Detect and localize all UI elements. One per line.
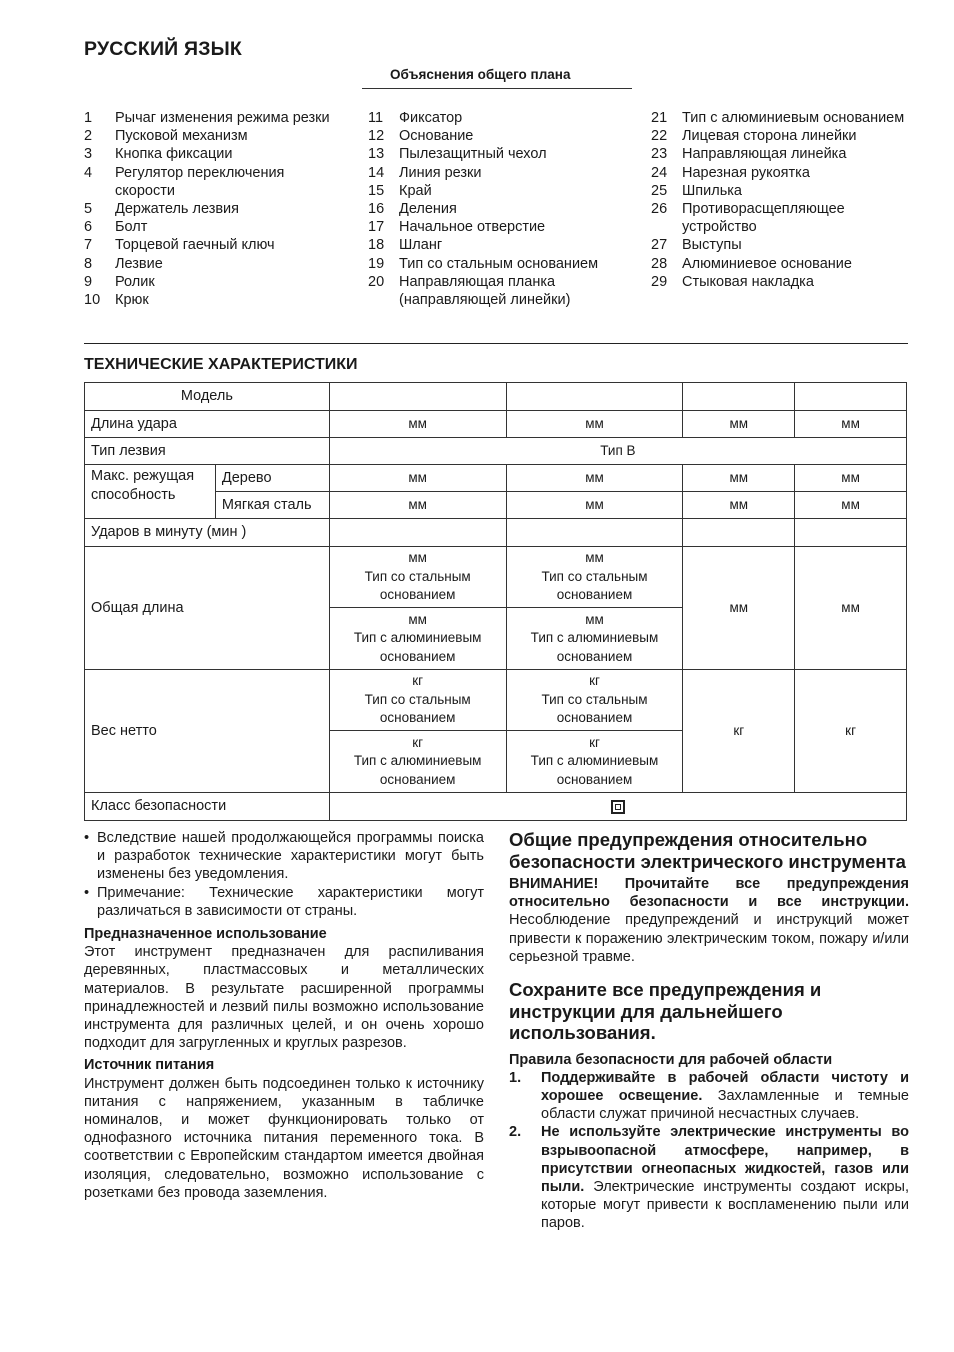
- table-cell: [329, 383, 506, 411]
- base-type-text: Тип со стальным основанием: [541, 568, 648, 603]
- wood-label: Дерево: [215, 465, 329, 492]
- legend-item: [84, 236, 346, 254]
- note-text: Примечание: Технические характеристики могут различаться в зависимости от страны.: [97, 884, 484, 919]
- warning-text: Несоблюдение предупреждений и инструкций может привести к поражению электрическим током, пожару и/или серьезной травме.: [509, 912, 909, 965]
- legend-number: 7: [84, 237, 93, 254]
- legend-item: [651, 127, 908, 145]
- legend-number: 20: [368, 273, 385, 290]
- legend-item: [651, 200, 908, 236]
- legend-item: [368, 255, 630, 273]
- legend-number: 9: [84, 273, 93, 290]
- legend-column-1: [84, 109, 346, 309]
- legend-number: 24: [651, 164, 668, 181]
- item-number: 1.: [509, 1069, 522, 1086]
- legend-number: 1: [84, 110, 93, 126]
- legend-number: 4: [84, 164, 93, 181]
- legend-number: 21: [651, 110, 668, 126]
- overall-length-label: Общая длина: [85, 547, 330, 670]
- warning-bold-text: ВНИМАНИЕ! Прочитайте все предупреждения относительно безопасности и все инструкции.: [509, 876, 909, 911]
- legend-number: 6: [84, 219, 93, 236]
- legend-label: Нарезная рукоятка: [682, 164, 810, 181]
- blade-type-label: Тип лезвия: [85, 438, 330, 465]
- page-title: РУССКИЙ ЯЗЫК: [84, 38, 243, 60]
- legend-label: Противорасщепляющее устройство: [682, 201, 845, 236]
- legend-number: 3: [84, 146, 93, 163]
- table-row: [85, 465, 907, 492]
- table-cell: [683, 383, 795, 411]
- table-row: [85, 547, 907, 608]
- table-cell: [795, 519, 907, 547]
- specs-table: [84, 382, 907, 821]
- legend-number: 28: [651, 255, 668, 272]
- legend-item: [84, 109, 346, 127]
- legend-item: [84, 127, 346, 145]
- legend-item: [368, 182, 630, 200]
- legend-item: [651, 109, 908, 127]
- legend-item: [84, 145, 346, 163]
- base-type-text: Тип со стальным основанием: [541, 691, 648, 726]
- legend-label: Фиксатор: [399, 110, 463, 126]
- legend-label: Пылезащитный чехол: [399, 146, 547, 163]
- notes-column: [84, 829, 484, 1202]
- net-weight-label: Вес нетто: [85, 670, 330, 793]
- unit-text: кг: [589, 734, 600, 750]
- item-text: [541, 1123, 909, 1232]
- legend-item: [368, 109, 630, 127]
- table-row: [85, 793, 907, 821]
- max-cut-label: Макс. режущая способность: [85, 465, 216, 519]
- legend-number: 13: [368, 146, 385, 163]
- steel-base-cell: [506, 547, 683, 608]
- legend-number: 19: [368, 255, 385, 272]
- unit-cell: мм: [683, 465, 795, 492]
- unit-text: кг: [412, 734, 424, 750]
- legend-item: [651, 164, 908, 182]
- legend-column-3: [651, 109, 908, 291]
- legend-label: Линия резки: [399, 164, 482, 181]
- legend-label: Выступы: [682, 237, 742, 254]
- legend-item: [368, 273, 630, 309]
- subtitle-underline: [362, 66, 632, 89]
- legend-label: Рычаг изменения режима резки: [115, 110, 330, 126]
- legend-label: Шланг: [399, 237, 443, 254]
- legend-number: 5: [84, 201, 93, 218]
- work-area-heading: Правила безопасности для рабочей области: [509, 1051, 833, 1068]
- legend-label: Лицевая сторона линейки: [682, 128, 857, 145]
- table-cell: [683, 519, 795, 547]
- legend-label: Тип с алюминиевым основанием: [682, 110, 905, 126]
- base-type-text: Тип с алюминиевым основанием: [353, 630, 482, 664]
- legend-number: 27: [651, 237, 668, 254]
- legend-label: Ролик: [115, 273, 155, 290]
- unit-cell: мм: [683, 547, 795, 670]
- legend-item: [84, 218, 346, 236]
- unit-text: мм: [408, 550, 427, 566]
- item-number: 2.: [509, 1124, 522, 1141]
- unit-cell: мм: [795, 411, 907, 438]
- steel-base-cell: [506, 670, 683, 731]
- item-text: [541, 1069, 909, 1124]
- legend-item: [84, 200, 346, 218]
- stroke-label: Длина удара: [85, 411, 330, 438]
- item-rest-text: Электрические инструменты создают искры, которые могут привести к воспламенению пыли или паров.: [541, 1178, 910, 1232]
- legend-item: [368, 200, 630, 218]
- legend-label: Стыковая накладка: [682, 273, 814, 290]
- legend-label: Тип со стальным основанием: [399, 255, 599, 272]
- unit-cell: мм: [329, 492, 506, 519]
- legend-number: 14: [368, 164, 385, 181]
- specs-heading: ТЕХНИЧЕСКИЕ ХАРАКТЕРИСТИКИ: [84, 356, 358, 373]
- unit-cell: мм: [329, 411, 506, 438]
- mild-steel-label: Мягкая сталь: [215, 492, 329, 519]
- item-bold-text: Не используйте электрические инструменты во взрывоопасной атмосфере, например, в присутствии огнеопасных жидкостей, газов или пыли.: [541, 1124, 909, 1195]
- page-subtitle: Объяснения общего плана: [390, 67, 571, 82]
- power-supply-text: Инструмент должен быть подсоединен только к источнику питания с напряжением, указанным в табличке номиналов, и может функционировать только от однофазного источника питания переменного тока. В соответствии с Европейским стандартом имеется двойная изоляция, следовательно, возможно использование с розетками без провода заземления.: [84, 1075, 484, 1201]
- item-bold-text: Поддерживайте в рабочей области чистоту и хорошее освещение.: [541, 1069, 909, 1104]
- table-cell: [795, 383, 907, 411]
- legend-number: 18: [368, 237, 385, 254]
- legend-label: Шпилька: [682, 182, 742, 199]
- legend-label: Кнопка фиксации: [115, 146, 233, 163]
- unit-cell: мм: [795, 465, 907, 492]
- legend-number: 16: [368, 201, 385, 218]
- unit-cell: мм: [506, 492, 683, 519]
- unit-text: мм: [408, 611, 427, 627]
- legend-number: 2: [84, 128, 93, 145]
- model-label: Модель: [85, 383, 330, 411]
- strokes-per-minute-label: Ударов в минуту (мин ): [85, 519, 330, 547]
- legend-number: 29: [651, 273, 668, 290]
- unit-cell: кг: [795, 670, 907, 793]
- legend-label: Лезвие: [115, 255, 163, 272]
- unit-cell: мм: [795, 547, 907, 670]
- unit-cell: мм: [329, 465, 506, 492]
- save-instructions-heading: Сохраните все предупреждения и инструкции для дальнейшего использования.: [509, 979, 822, 1044]
- legend-number: 17: [368, 219, 385, 236]
- table-row: [85, 519, 907, 547]
- unit-cell: кг: [683, 670, 795, 793]
- legend-label: Начальное отверстие: [399, 219, 546, 236]
- legend-item: [368, 145, 630, 163]
- legend-item: [84, 164, 346, 200]
- table-cell: [506, 519, 683, 547]
- legend-label: Болт: [115, 219, 148, 236]
- legend-label: Направляющая планка (направляющей линейки): [399, 273, 571, 309]
- steel-base-cell: [329, 670, 506, 731]
- legend-item: [651, 255, 908, 273]
- base-type-text: Тип со стальным основанием: [364, 691, 471, 726]
- list-item: [84, 829, 484, 884]
- intended-use-heading: Предназначенное использование: [84, 926, 327, 943]
- legend-label: Пусковой механизм: [115, 128, 248, 145]
- safety-column: [509, 829, 909, 1233]
- unit-text: кг: [412, 673, 424, 689]
- table-row: [85, 438, 907, 465]
- legend-item: [84, 291, 346, 309]
- legend-item: [651, 273, 908, 291]
- section-divider: [84, 343, 908, 344]
- unit-text: мм: [585, 550, 604, 566]
- alu-base-cell: [329, 731, 506, 793]
- legend-label: Край: [399, 182, 432, 199]
- double-insulation-icon: [611, 800, 625, 814]
- legend-label: Основание: [399, 128, 474, 145]
- unit-cell: мм: [683, 492, 795, 519]
- alu-base-cell: [329, 608, 506, 670]
- unit-cell: мм: [683, 411, 795, 438]
- legend-item: [368, 127, 630, 145]
- legend-item: [368, 236, 630, 254]
- bullet-icon: •: [84, 830, 90, 846]
- blade-type-value: Тип B: [329, 438, 906, 465]
- alu-base-cell: [506, 608, 683, 670]
- unit-cell: мм: [795, 492, 907, 519]
- legend-label: Крюк: [115, 292, 149, 309]
- legend-item: [651, 145, 908, 163]
- unit-text: кг: [589, 673, 600, 689]
- safety-class-value: [329, 793, 906, 821]
- table-cell: [506, 383, 683, 411]
- safety-class-label: Класс безопасности: [85, 793, 330, 821]
- legend-label: Держатель лезвия: [115, 201, 240, 218]
- list-item: [509, 1123, 909, 1232]
- base-type-text: Тип со стальным основанием: [364, 568, 471, 603]
- bullet-icon: •: [84, 884, 90, 901]
- table-row: [85, 670, 907, 731]
- base-type-text: Тип с алюминиевым основанием: [353, 753, 482, 787]
- legend-number: 10: [84, 292, 101, 309]
- legend-item: [368, 164, 630, 182]
- legend-item: [651, 236, 908, 254]
- legend-label: Регулятор переключения скорости: [115, 164, 285, 199]
- table-row: [85, 411, 907, 438]
- alu-base-cell: [506, 731, 683, 793]
- legend-column-2: [368, 109, 630, 309]
- unit-cell: мм: [506, 411, 683, 438]
- legend-item: [84, 273, 346, 291]
- legend-item: [368, 218, 630, 236]
- legend-label: Алюминиевое основание: [682, 255, 852, 272]
- legend-number: 26: [651, 201, 668, 218]
- list-item: [509, 1069, 909, 1124]
- legend-number: 25: [651, 182, 668, 199]
- base-type-text: Тип с алюминиевым основанием: [530, 630, 659, 664]
- list-item: [84, 884, 484, 920]
- legend-number: 12: [368, 128, 385, 145]
- legend-item: [651, 182, 908, 200]
- legend-label: Деления: [399, 201, 457, 218]
- unit-cell: мм: [506, 465, 683, 492]
- general-safety-heading: Общие предупреждения относительно безопасности электрического инструмента: [509, 829, 906, 872]
- table-cell: [329, 519, 506, 547]
- legend-item: [84, 255, 346, 273]
- base-type-text: Тип с алюминиевым основанием: [530, 753, 659, 787]
- note-text: Вследствие нашей продолжающейся программы поиска и разработок технические характеристики могут быть изменены без уведомления.: [97, 830, 484, 883]
- intended-use-text: Этот инструмент предназначен для распиливания деревянных, пластмассовых и металлических материалов. В результате расширенной программы принадлежностей и лезвий пилы возможно использование инструмента для различных целей, и он очень хорошо подходит для загругленных и круглых разрезов.: [84, 944, 484, 1052]
- table-row: [85, 383, 907, 411]
- power-supply-heading: Источник питания: [84, 1057, 215, 1074]
- legend-number: 23: [651, 146, 668, 163]
- legend-label: Торцевой гаечный ключ: [115, 237, 275, 254]
- warning-paragraph: [509, 875, 909, 966]
- legend-number: 15: [368, 182, 385, 199]
- steel-base-cell: [329, 547, 506, 608]
- item-rest-text: Захламленные и темные области служат причиной несчастных случаев.: [541, 1087, 909, 1123]
- legend-number: 11: [368, 110, 384, 126]
- legend-number: 22: [651, 128, 668, 145]
- unit-text: мм: [585, 611, 604, 627]
- legend-number: 8: [84, 255, 93, 272]
- legend-label: Направляющая линейка: [682, 146, 847, 163]
